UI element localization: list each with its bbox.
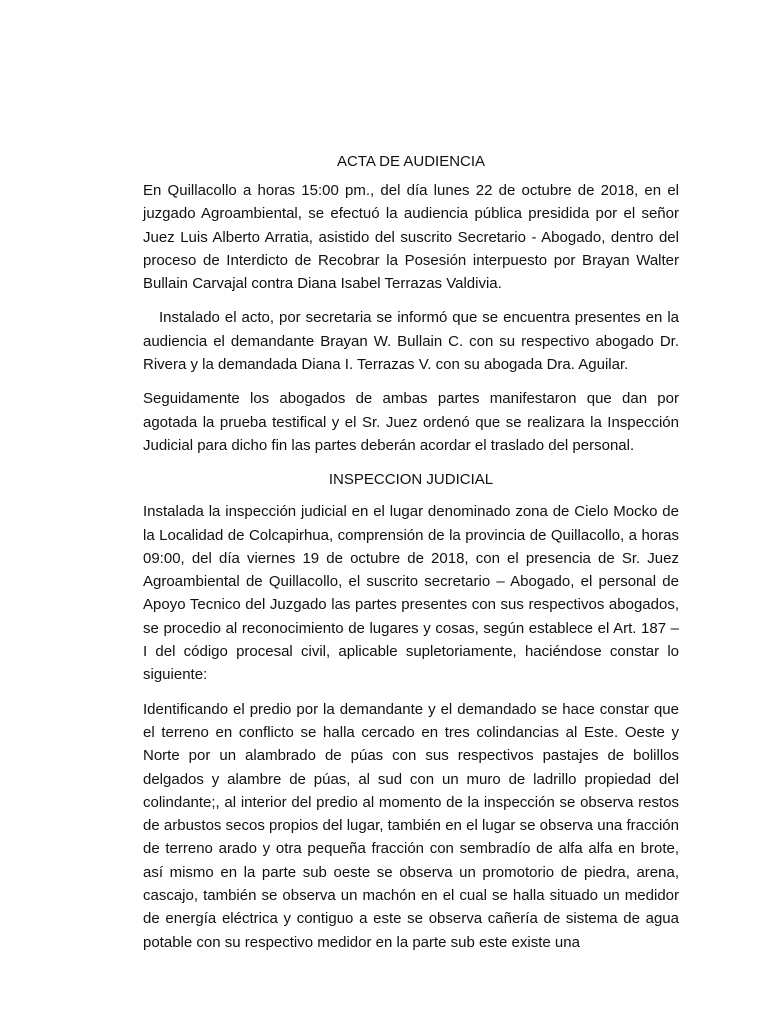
- section-title: INSPECCION JUDICIAL: [328, 471, 494, 489]
- document-body: [143, 150, 679, 965]
- paragraph-attendance: Instalado el acto, por secretaria se informó que se encuentra presentes en la audiencia el demandante Brayan W. Bullain C. con su respectivo abogado Dr. Rivera y la demandada Diana I. Terrazas V. con su abogada Dra. Aguilar.: [143, 309, 679, 374]
- paragraph-opening: En Quillacollo a horas 15:00 pm., del día lunes 22 de octubre de 2018, en el juzgado Agroambiental, se efectuó la audiencia pública presidida por el señor Juez Luis Alberto Arratia, asistido del suscrito Secretario - Abogado, dentro del proceso de Interdicto de Recobrar la Posesión interpuesto por Brayan Walter Bullain Carvajal contra Diana Isabel Terrazas Valdivia.: [143, 182, 679, 293]
- document-title: ACTA DE AUDIENCIA: [336, 153, 486, 170]
- paragraph-findings: Identificando el predio por la demandante y el demandado se hace constar que el terreno en conflicto se halla cercado en tres colindancias al Este. Oeste y Norte por un alambrado de púas con sus respectivos pastajes de bolillos delgados y alambre de púas, al sud con un muro de ladrillo propiedad del colindante;, al interior del predio al momento de la inspección se observa restos de arbustos secos propios del lugar, también en el lugar se observa una fracción de terreno arado y otra pequeña fracción con sembradío de alfa alfa en brote, así mismo en la parte sub oeste se observa un promotorio de piedra, arena, cascajo, también se observa un machón en el cual se halla situado un medidor de energía eléctrica y contiguo a este se observa cañería de sistema de agua potable con su respectivo medidor en la parte sub este existe una: [143, 700, 679, 951]
- paragraph-proceedings: Seguidamente los abogados de ambas partes manifestaron que dan por agotada la prueba testifical y el Sr. Juez ordenó que se realizara la Inspección Judicial para dicho fin las partes deberán acordar el traslado del personal.: [143, 390, 679, 454]
- paragraph-inspection: Instalada la inspección judicial en el lugar denominado zona de Cielo Mocko de la Localidad de Colcapirhua, comprensión de la provincia de Quillacollo, a horas 09:00, del día viernes 19 de octubre de 2018, con el presencia de Sr. Juez Agroambiental de Quillacollo, el suscrito secretario – Abogado, el personal de Apoyo Tecnico del Juzgado las partes presentes con sus respectivos abogados, se procedio al reconocimiento de lugares y cosas, según establece el Art. 187 – I del código procesal civil, aplicable supletoriamente, haciéndose constar lo siguiente:: [143, 503, 679, 684]
